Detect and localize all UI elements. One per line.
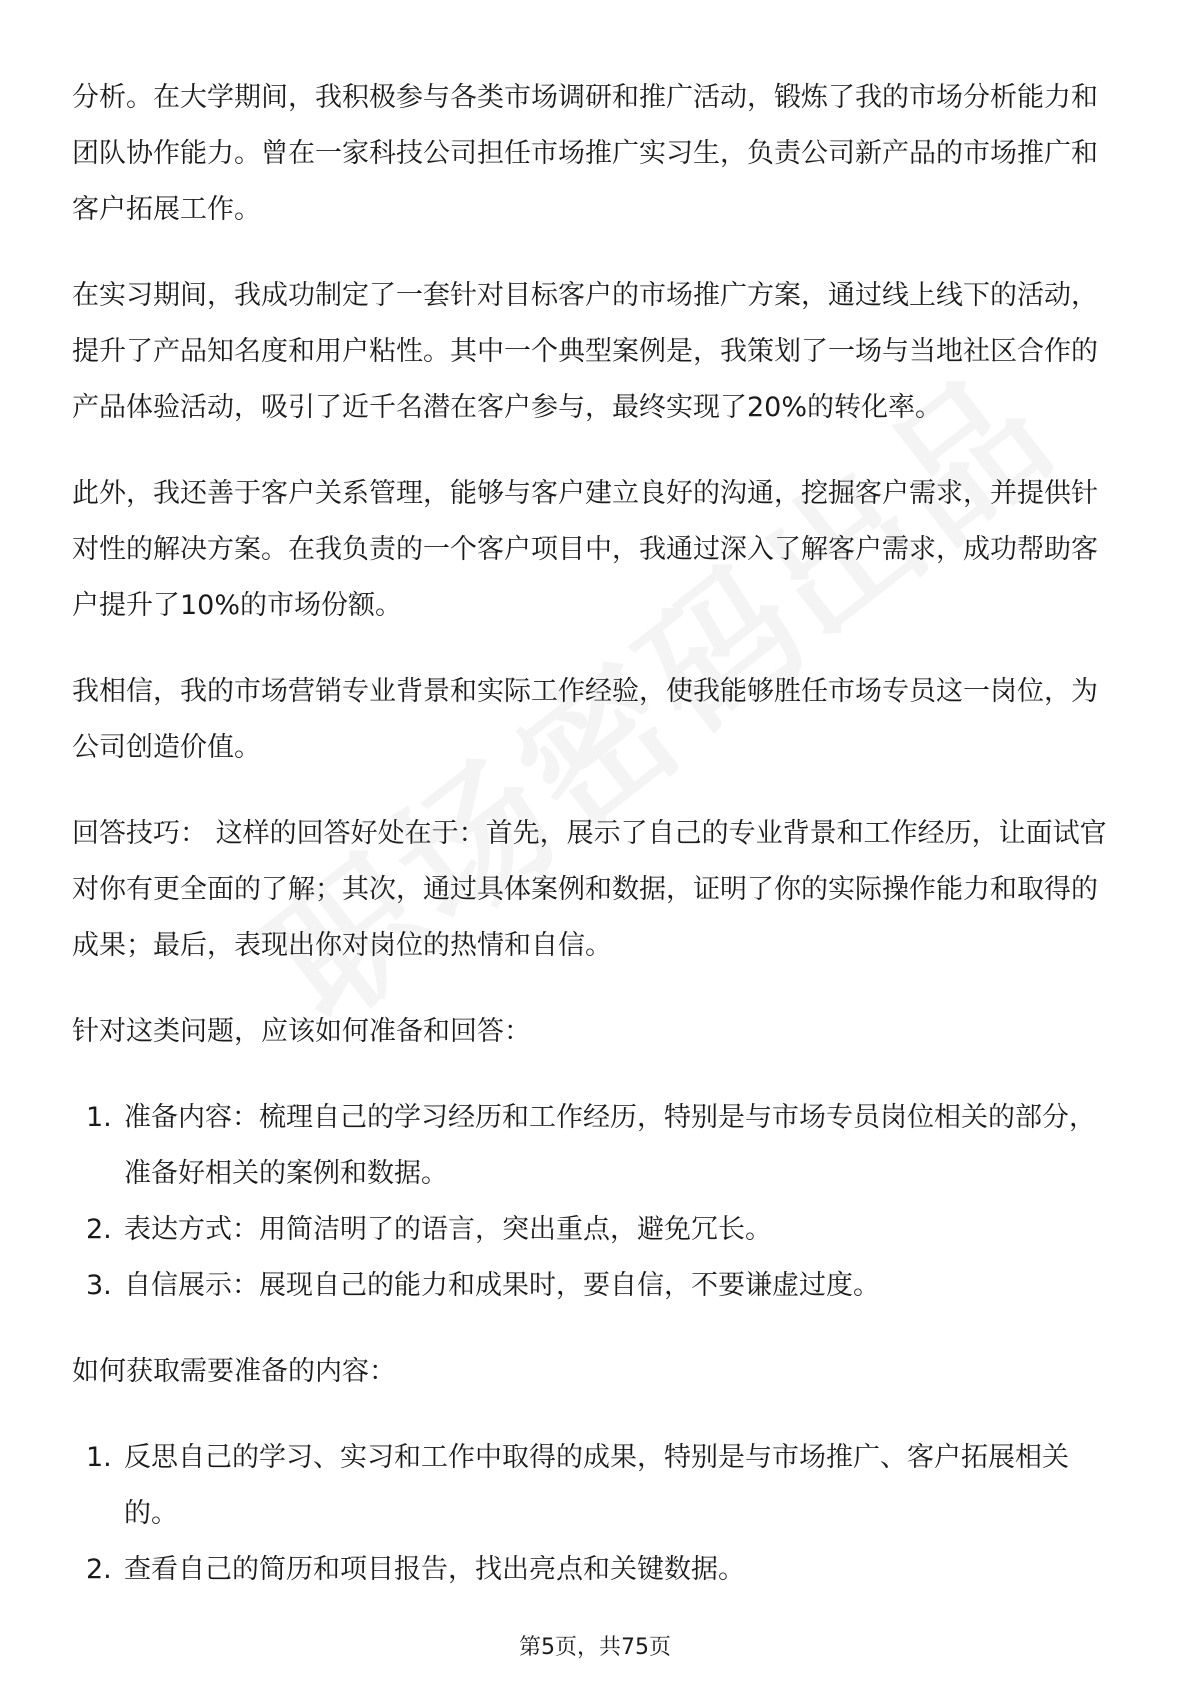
list-text: 表达方式：用简洁明了的语言，突出重点，避免冗长。 [124,1214,772,1245]
list-number: 3. [86,1270,112,1301]
list-item [72,1202,1122,1258]
paragraph-intro: 分析。在大学期间，我积极参与各类市场调研和推广活动，锻炼了我的市场分析能力和团队协作能力。曾在一家科技公司担任市场推广实习生，负责公司新产品的市场推广和客户拓展工作。 [72,82,1098,225]
list-number: 1. [86,1442,112,1473]
paragraph-tips: 回答技巧： 这样的回答好处在于：首先，展示了自己的专业背景和工作经历，让面试官对你有更全面的了解；其次，通过具体案例和数据，证明了你的实际操作能力和取得的成果；最后，表现出你对岗位的热情和自信。 [72,818,1107,961]
list-number: 2. [86,1554,112,1585]
list-item [72,1090,1122,1202]
content-list [72,1430,1122,1598]
prepare-list [72,1090,1122,1314]
list-item [72,1430,1122,1542]
page-footer: 第5页，共75页 [519,1635,671,1660]
list-text: 自信展示：展现自己的能力和成果时，要自信，不要谦虚过度。 [124,1270,880,1301]
paragraph-content-heading: 如何获取需要准备的内容： [72,1356,396,1387]
paragraph-customer: 此外，我还善于客户关系管理，能够与客户建立良好的沟通，挖掘客户需求，并提供针对性的解决方案。在我负责的一个客户项目中，我通过深入了解客户需求，成功帮助客户提升了10%的市场份额。 [72,478,1098,621]
list-text: 准备内容：梳理自己的学习经历和工作经历，特别是与市场专员岗位相关的部分，准备好相关的案例和数据。 [124,1102,1096,1189]
page-content [72,70,1122,1628]
list-item [72,1542,1122,1598]
list-item [72,1258,1122,1314]
list-text: 查看自己的简历和项目报告，找出亮点和关键数据。 [124,1554,745,1585]
paragraph-prepare-heading: 针对这类问题，应该如何准备和回答： [72,1016,531,1047]
paragraph-conclusion: 我相信，我的市场营销专业背景和实际工作经验，使我能够胜任市场专员这一岗位，为公司创造价值。 [72,676,1098,763]
list-text: 反思自己的学习、实习和工作中取得的成果，特别是与市场推广、客户拓展相关的。 [124,1442,1069,1529]
list-number: 2. [86,1214,112,1245]
paragraph-internship: 在实习期间，我成功制定了一套针对目标客户的市场推广方案，通过线上线下的活动，提升了产品知名度和用户粘性。其中一个典型案例是，我策划了一场与当地社区合作的产品体验活动，吸引了近千名潜在客户参与，最终实现了20%的转化率。 [72,280,1098,423]
list-number: 1. [86,1102,112,1133]
